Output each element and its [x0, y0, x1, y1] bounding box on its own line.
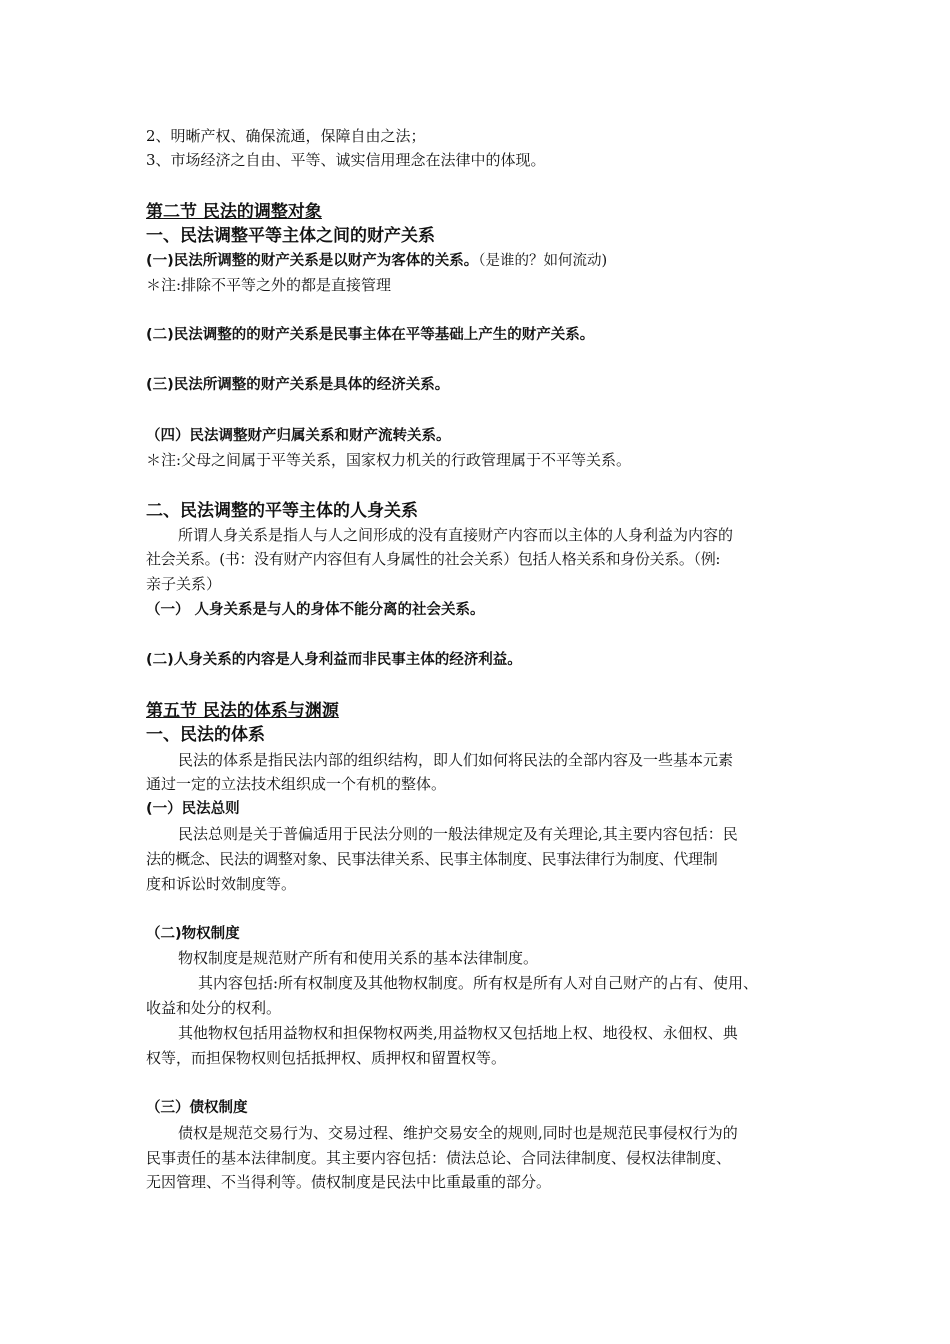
paragraph-line: 债权是规范交易行为、交易过程、维护交易安全的规则,同时也是规范民事侵权行为的	[178, 1124, 738, 1142]
list-item: 2、明晰产权、确保流通，保障自由之法；	[146, 127, 426, 145]
point-heading: (二)民法调整的的财产关系是民事主体在平等基础上产生的财产关系。	[146, 327, 595, 343]
paragraph-line: 度和诉讼时效制度等。	[146, 875, 297, 893]
paragraph-line: 法的概念、民法的调整对象、民事法律关系、民事主体制度、民事法律行为制度、代理制	[146, 850, 718, 868]
paragraph-line: 权等，而担保物权则包括抵押权、质押权和留置权等。	[146, 1049, 507, 1067]
point-heading: (二)人身关系的内容是人身利益而非民事主体的经济利益。	[146, 652, 522, 668]
paragraph-line: 无因管理、不当得利等。债权制度是民法中比重最重的部分。	[146, 1173, 552, 1191]
paragraph-line: 收益和处分的权利。	[146, 999, 282, 1017]
paragraph-line: 社会关系。(书：没有财产内容但有人身属性的社会关系）包括人格关系和身份关系。（例:	[146, 550, 721, 568]
paragraph-line: 所谓人身关系是指人与人之间形成的没有直接财产内容而以主体的人身利益为内容的	[178, 526, 734, 544]
paragraph-line: 民法的体系是指民法内部的组织结构，即人们如何将民法的全部内容及一些基本元素	[178, 751, 734, 769]
paragraph-line: 通过一定的立法技术组织成一个有机的整体。	[146, 775, 447, 793]
point-heading: (一）民法总则	[146, 801, 240, 817]
list-item: 3、市场经济之自由、平等、诚实信用理念在法律中的体现。	[146, 151, 546, 169]
subsection-heading: 二、民法调整的平等主体的人身关系	[146, 501, 418, 521]
paragraph-line: 其内容包括:所有权制度及其他物权制度。所有权是所有人对自己财产的占有、使用、	[198, 974, 759, 992]
paragraph-line: 民法总则是关于普偏适用于民法分则的一般法律规定及有关理论,其主要内容包括：民	[178, 825, 738, 843]
point-heading: （三）债权制度	[146, 1100, 248, 1116]
point-heading	[146, 251, 607, 271]
point-heading: （一） 人身关系是与人的身体不能分离的社会关系。	[146, 602, 485, 618]
paragraph-line: 物权制度是规范财产所有和使用关系的基本法律制度。	[178, 949, 539, 967]
point-heading: (三)民法所调整的财产关系是具体的经济关系。	[146, 377, 450, 393]
subsection-heading: 一、民法调整平等主体之间的财产关系	[146, 226, 435, 246]
point-heading-text: (一)民法所调整的财产关系是以财产为客体的关系。	[146, 253, 479, 269]
point-heading: （四）民法调整财产归属关系和财产流转关系。	[146, 428, 451, 444]
paragraph-line: 亲子关系）	[146, 575, 222, 593]
note-line: ＊注:父母之间属于平等关系，国家权力机关的行政管理属于不平等关系。	[146, 451, 632, 469]
section-heading: 第五节 民法的体系与渊源	[146, 701, 339, 721]
paragraph-line: 其他物权包括用益物权和担保物权两类,用益物权又包括地上权、地役权、永佃权、典	[178, 1024, 738, 1042]
point-heading-note: （是谁的？如何流动)	[478, 253, 608, 269]
section-heading: 第二节 民法的调整对象	[146, 202, 322, 222]
note-line: ＊注:排除不平等之外的都是直接管理	[146, 276, 392, 294]
paragraph-line: 民事责任的基本法律制度。其主要内容包括：债法总论、合同法律制度、侵权法律制度、	[146, 1149, 732, 1167]
subsection-heading: 一、民法的体系	[146, 725, 265, 745]
point-heading: （二)物权制度	[146, 926, 240, 942]
